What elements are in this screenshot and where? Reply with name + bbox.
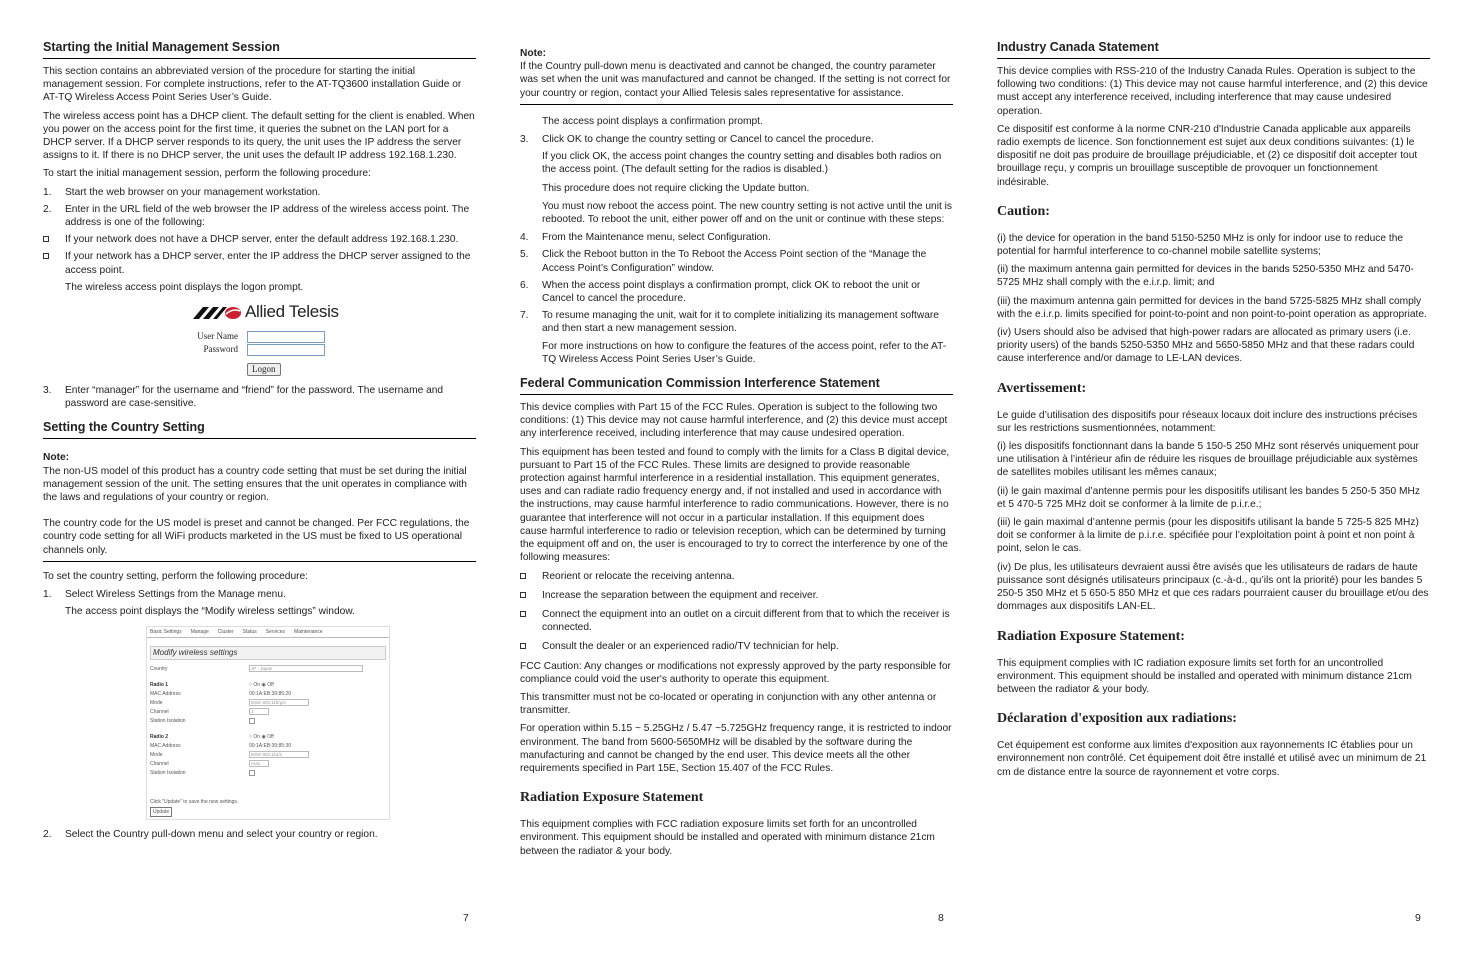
bullet-text: Increase the separation between the equipment and receiver.	[542, 589, 819, 601]
country-select[interactable]: JP - Japan	[249, 665, 363, 672]
country-row	[147, 664, 389, 673]
radio2-label: Radio 2	[150, 733, 169, 740]
paragraph: For operation within 5.15 ~ 5.25GHz / 5.47 ~5.725GHz frequency range, it is restricted to indoor environment. The band from 5600-5650MHz will be disabled by the software during the manufacturing and cannot be changed by the end user. This device meets all the other requirements specified in Part 15E, Section 15.407 of the FCC Rules.	[520, 723, 952, 774]
mac2-row	[147, 741, 389, 750]
tab-manage[interactable]: Manage	[190, 629, 209, 636]
channel-label: Channel	[150, 760, 169, 767]
paragraph: (iv) De plus, les utilisateurs devraient aussi être avisés que les utilisateurs de radars de haute puissance sont désignés utilisateurs principaux (c.-à-d., qu’ils ont la priorité) pour les bandes 5 250-5 350 MHz et 5 650-5 850 MHz et que ces radars pourraient causer du brouillage et/ou des dommages aux dispositifs LAN-EL.	[997, 561, 1429, 613]
section-heading-radiation: Radiation Exposure Statement	[520, 790, 704, 806]
section-heading-caution: Caution:	[997, 203, 1050, 219]
step-text: Start the web browser on your management workstation.	[65, 186, 321, 198]
step-number: 5.	[520, 249, 529, 261]
paragraph: To start the initial management session, perform the following procedure:	[43, 168, 371, 180]
bullet-item	[520, 608, 953, 634]
paragraph: To set the country setting, perform the following procedure:	[43, 570, 309, 582]
note-text: If the Country pull-down menu is deactivated and cannot be changed, the country parameter was set when the unit was manufactured and cannot be changed. If the setting is not correct for your country or region, contact your Allied Telesis sales representative for assistance.	[520, 61, 951, 99]
paragraph: The access point displays the “Modify wireless settings” window.	[65, 606, 355, 618]
step-number: 2.	[43, 829, 52, 841]
allied-telesis-logo	[193, 302, 476, 322]
mac-label: MAC Address	[150, 742, 181, 749]
mode2-select[interactable]: IEEE 802.11a/n	[249, 751, 309, 758]
step-number: 1.	[43, 589, 52, 601]
section-heading-radiation-ic: Radiation Exposure Statement:	[997, 628, 1185, 644]
paragraph: (iv) Users should also be advised that high-power radars are allocated as primary users (i.e. priority users) of the bands 5250-5350 MHz and 5650-5850 MHz and that these radars could cause interference and/or damage to LE-LAN devices.	[997, 327, 1415, 365]
paragraph: If you click OK, the access point changes the country setting and disables both radios on the access point. (The default setting for the radios is disabled.)	[542, 151, 942, 176]
password-label: Password	[203, 343, 238, 354]
step-item	[520, 248, 953, 274]
step-text: Click the Reboot button in the To Reboot the Access Point section of the “Manage the Access Point’s Configuration” window.	[542, 249, 927, 274]
mac-value: 00:1A:EB:39:85:20	[249, 690, 291, 697]
logon-button[interactable]: Logon	[247, 363, 281, 376]
step-item	[520, 309, 953, 335]
username-label: User Name	[197, 330, 238, 341]
step-item	[43, 186, 476, 199]
radio2-row	[147, 732, 389, 741]
radio1-row	[147, 680, 389, 689]
isolation1-checkbox[interactable]	[249, 718, 255, 724]
paragraph: (iii) the maximum antenna gain permitted for devices in the band 5725-5825 MHz shall comply with the e.i.r.p. limits specified for point-to-point and non point-to-point operation as appropriate.	[997, 295, 1427, 320]
paragraph: The wireless access point has a DHCP client. The default setting for the client is enabled. When you power on the access point for the first time, it queries the subnet on the LAN port for a DHCP server. If a DHCP server responds to its query, the unit uses the IP address the server assigns to it. If there is no DHCP server, the unit uses the default IP address 192.168.1.230.	[43, 110, 475, 162]
paragraph: The access point displays a confirmation prompt.	[542, 115, 763, 127]
mac-label: MAC Address	[150, 690, 181, 697]
channel1-row	[147, 707, 389, 716]
step-number: 6.	[520, 279, 529, 291]
square-bullet-icon	[520, 640, 542, 653]
paragraph: The wireless access point displays the logon prompt.	[65, 281, 304, 293]
section-heading-fcc: Federal Communication Commission Interference Statement	[520, 376, 953, 395]
square-bullet-icon	[520, 608, 542, 634]
note-label: Note:	[520, 48, 547, 59]
tab-cluster[interactable]: Cluster	[217, 629, 234, 636]
paragraph: This equipment complies with FCC radiation exposure limits set forth for an uncontrolled environment. This equipment should be installed and operated with minimum distance 21cm between the radiator & your body.	[520, 819, 935, 857]
step-item	[43, 828, 476, 841]
isolation2-checkbox[interactable]	[249, 770, 255, 776]
isolation2-row	[147, 768, 389, 777]
password-row	[195, 343, 476, 356]
step-item	[520, 279, 953, 305]
square-bullet-icon	[520, 570, 542, 583]
bullet-item	[43, 233, 476, 246]
section-heading-declaration: Déclaration d'exposition aux radiations:	[997, 711, 1237, 727]
page-8	[520, 47, 953, 863]
isolation-label: Station Isolation	[150, 769, 186, 776]
paragraph: For more instructions on how to configure the features of the access point, refer to the AT-TQ Wireless Access Point Series User’s Guide.	[542, 340, 947, 365]
paragraph: (ii) the maximum antenna gain permitted for devices in the bands 5250-5350 MHz and 5470-5725 MHz shall comply with the e.i.r.p. limit; and	[997, 264, 1414, 289]
paragraph: This device complies with RSS-210 of the Industry Canada Rules. Operation is subject to the following two conditions: (1) This device may not cause harmful interference, and (2) this device must accept any interference received, including interference that may cause undesired operation.	[997, 66, 1428, 117]
paragraph: Le guide d’utilisation des dispositifs pour réseaux locaux doit inclure des instructions précises sur les restrictions susmentionnées, notamment:	[997, 409, 1418, 434]
step-item	[43, 384, 476, 410]
logon-form	[195, 330, 476, 384]
bullet-text: If your network does not have a DHCP server, enter the default address 192.168.1.230.	[65, 234, 459, 246]
paragraph: This section contains an abbreviated version of the procedure for starting the initial management session. For complete instructions, refer to the AT-TQ3600 installation Guide or AT-TQ Wireless Access Point Series User’s Guide.	[43, 66, 462, 104]
mac1-row	[147, 689, 389, 698]
radio2-toggle[interactable]: ○ On ◉ Off	[249, 733, 274, 740]
paragraph: This transmitter must not be co-located or operating in conjunction with any other antenna or transmitter.	[520, 691, 937, 717]
channel-label: Channel	[150, 708, 169, 715]
step-item	[520, 231, 953, 244]
update-button[interactable]: Update	[150, 807, 172, 817]
note-text: The non-US model of this product has a country code setting that must be set during the initial management session of the unit. The setting ensures that the unit operates in compliance with the laws and regulations of your country or region.	[43, 465, 467, 504]
page-7	[43, 40, 476, 846]
password-field[interactable]	[247, 344, 325, 356]
section-heading-country-setting: Setting the Country Setting	[43, 420, 476, 439]
note-label: Note:	[43, 452, 70, 464]
screenshot-tab-bar	[147, 627, 389, 638]
mode-label: Mode	[150, 699, 163, 706]
paragraph: Cet équipement est conforme aux limites d'exposition aux rayonnements IC établies pour un environnement non contrôlé. Cet équipement doit être installé et utilisé avec un minimum de 21 cm de distance entre la source de rayonnement et votre corps.	[997, 740, 1427, 778]
paragraph: This procedure does not require clicking the Update button.	[542, 182, 810, 194]
screenshot-title: Modify wireless settings	[150, 646, 386, 660]
paragraph: This equipment has been tested and found to comply with the limits for a Class B digital device, pursuant to Part 15 of the FCC Rules. These limits are designed to provide reasonable protection against harmful interference in a residential installation. This equipment generates, uses and can radiate radio frequency energy and, if not installed and used in accordance with the instructions, may cause harmful interference to radio communications. However, there is no guarantee that interference will not occur in a particular installation. If this equipment does cause harmful interference to radio or television reception, which can be determined by turning the equipment off and on, the user is encouraged to try to correct the interference by one of the following measures:	[520, 446, 950, 564]
paragraph: (iii) le gain maximal d’antenne permis (pour les dispositifs utilisant la bande 5 725-5 825 MHz) doit se conformer à la limite de p.i.r.e. spécifiée pour l’exploitation point à point et non point à point, selon le cas.	[997, 517, 1419, 555]
radio1-toggle[interactable]: ○ On ◉ Off	[249, 681, 274, 688]
page-number: 9	[1415, 912, 1421, 924]
paragraph: You must now reboot the access point. The new country setting is not active until the unit is rebooted. To reboot the unit, either power off and on the unit or continue with these steps:	[542, 200, 952, 226]
tab-maintenance[interactable]: Maintenance	[293, 629, 323, 636]
step-text: Enter in the URL field of the web browser the IP address of the wireless access point. The address is one of the following:	[65, 203, 470, 229]
note-box	[43, 451, 476, 561]
tab-basic-settings[interactable]: Basic Settings	[150, 629, 182, 636]
isolation1-row	[147, 716, 389, 725]
paragraph: This equipment complies with IC radiation exposure limits set forth for an uncontrolled environment. This equipment should be installed and operated with minimum distance 21cm between the radiator & your body.	[997, 657, 1412, 695]
step-text: Enter “manager” for the username and “friend” for the password. The username and password are case-sensitive.	[65, 385, 444, 410]
mac-value: 00:1A:EB:39:85:30	[249, 742, 291, 749]
square-bullet-icon	[520, 589, 542, 602]
step-item	[520, 133, 953, 146]
note-text: The country code for the US model is preset and cannot be changed. Per FCC regulations, the country code setting for all WiFi products marketed in the US must be fixed to US operational channels only.	[43, 518, 470, 556]
step-number: 1.	[43, 186, 52, 198]
paragraph: FCC Caution: Any changes or modifications not expressly approved by the party responsible for compliance could void the user's authority to operate this equipment.	[520, 660, 951, 685]
bullet-text: Reorient or relocate the receiving antenna.	[542, 570, 735, 582]
step-text: Click OK to change the country setting or Cancel to cancel the procedure.	[542, 134, 874, 146]
paragraph: (ii) le gain maximal d’antenne permis pour les dispositifs utilisant les bandes 5 250-5 350 MHz et 5 470-5 725 MHz doit se conformer à la limite de p.i.r.e.;	[997, 485, 1420, 510]
mode1-select[interactable]: IEEE 802.11b/g/n	[249, 699, 309, 706]
bullet-text: Connect the equipment into an outlet on a circuit different from that to which the receiver is connected.	[542, 608, 950, 634]
bullet-text: If your network has a DHCP server, enter the IP address the DHCP server assigned to the access point.	[65, 251, 471, 276]
step-item	[43, 203, 476, 229]
paragraph: Ce dispositif est conforme à la norme CNR-210 d'Industrie Canada applicable aux appareils radio exempts de licence. Son fonctionnement est sujet aux deux conditions suivantes: (1) le dispositif ne doit pas produire de brouillage préjudiciable, et (2) ce dispositif doit accepter tout brouillage reçu, y compris un brouillage susceptible de provoquer un fonctionnement indésirable.	[997, 123, 1418, 188]
page-number: 8	[938, 912, 944, 924]
step-text: Select the Country pull-down menu and select your country or region.	[65, 829, 378, 841]
step-number: 3.	[43, 385, 52, 397]
channel2-row	[147, 759, 389, 768]
step-item	[43, 588, 476, 601]
allied-telesis-logo-icon	[193, 304, 241, 320]
step-text: To resume managing the unit, wait for it to complete initializing its management software and then start a new management session.	[542, 310, 939, 335]
section-heading-initial-session: Starting the Initial Management Session	[43, 40, 476, 59]
step-number: 3.	[520, 134, 529, 146]
square-bullet-icon	[43, 233, 65, 246]
country-label: Country	[150, 665, 168, 672]
step-number: 7.	[520, 310, 529, 322]
bullet-item	[520, 570, 953, 583]
mode-label: Mode	[150, 751, 163, 758]
tab-status[interactable]: Status	[242, 629, 257, 636]
note-box	[520, 47, 953, 105]
isolation-label: Station Isolation	[150, 717, 186, 724]
step-text: When the access point displays a confirmation prompt, click OK to reboot the unit or Cancel to cancel the procedure.	[542, 279, 921, 305]
page-9	[997, 40, 1430, 784]
footer-text: Click "Update" to save the new settings.	[150, 799, 239, 806]
username-row	[195, 330, 476, 343]
section-heading-avertissement: Avertissement:	[997, 380, 1087, 396]
logo-wordmark: Allied Telesis	[245, 302, 339, 322]
paragraph: This device complies with Part 15 of the FCC Rules. Operation is subject to the following two conditions: (1) This device may not cause harmful interference, and (2) this device must accept any interference received, including interference that may cause undesired operation.	[520, 402, 948, 440]
screenshot-footer	[150, 798, 238, 817]
channel1-select[interactable]: 1	[249, 708, 269, 715]
bullet-item	[520, 640, 953, 653]
radio1-label: Radio 1	[150, 681, 169, 688]
paragraph: (i) les dispositifs fonctionnant dans la bande 5 150-5 250 MHz sont réservés uniquement pour une utilisation à l’intérieur afin de réduire les risques de brouillage préjudiciable aux systèmes de satellites mobiles utilisant les mêmes canaux;	[997, 441, 1419, 479]
paragraph: (i) the device for operation in the band 5150-5250 MHz is only for indoor use to reduce the potential for harmful interference to co-channel mobile satellite systems;	[997, 232, 1404, 258]
mode2-row	[147, 750, 389, 759]
page-number: 7	[463, 912, 469, 924]
step-number: 2.	[43, 203, 52, 215]
channel2-select[interactable]: Auto	[249, 760, 269, 767]
username-field[interactable]	[247, 331, 325, 343]
section-heading-industry-canada: Industry Canada Statement	[997, 40, 1430, 59]
step-number: 4.	[520, 232, 529, 244]
step-text: Select Wireless Settings from the Manage menu.	[65, 589, 286, 601]
bullet-item	[43, 250, 476, 276]
bullet-item	[520, 589, 953, 602]
bullet-text: Consult the dealer or an experienced radio/TV technician for help.	[542, 641, 839, 653]
tab-services[interactable]: Services	[265, 629, 285, 636]
mode1-row	[147, 698, 389, 707]
square-bullet-icon	[43, 250, 65, 276]
modify-wireless-settings-screenshot	[146, 626, 390, 820]
step-text: From the Maintenance menu, select Configuration.	[542, 232, 771, 244]
